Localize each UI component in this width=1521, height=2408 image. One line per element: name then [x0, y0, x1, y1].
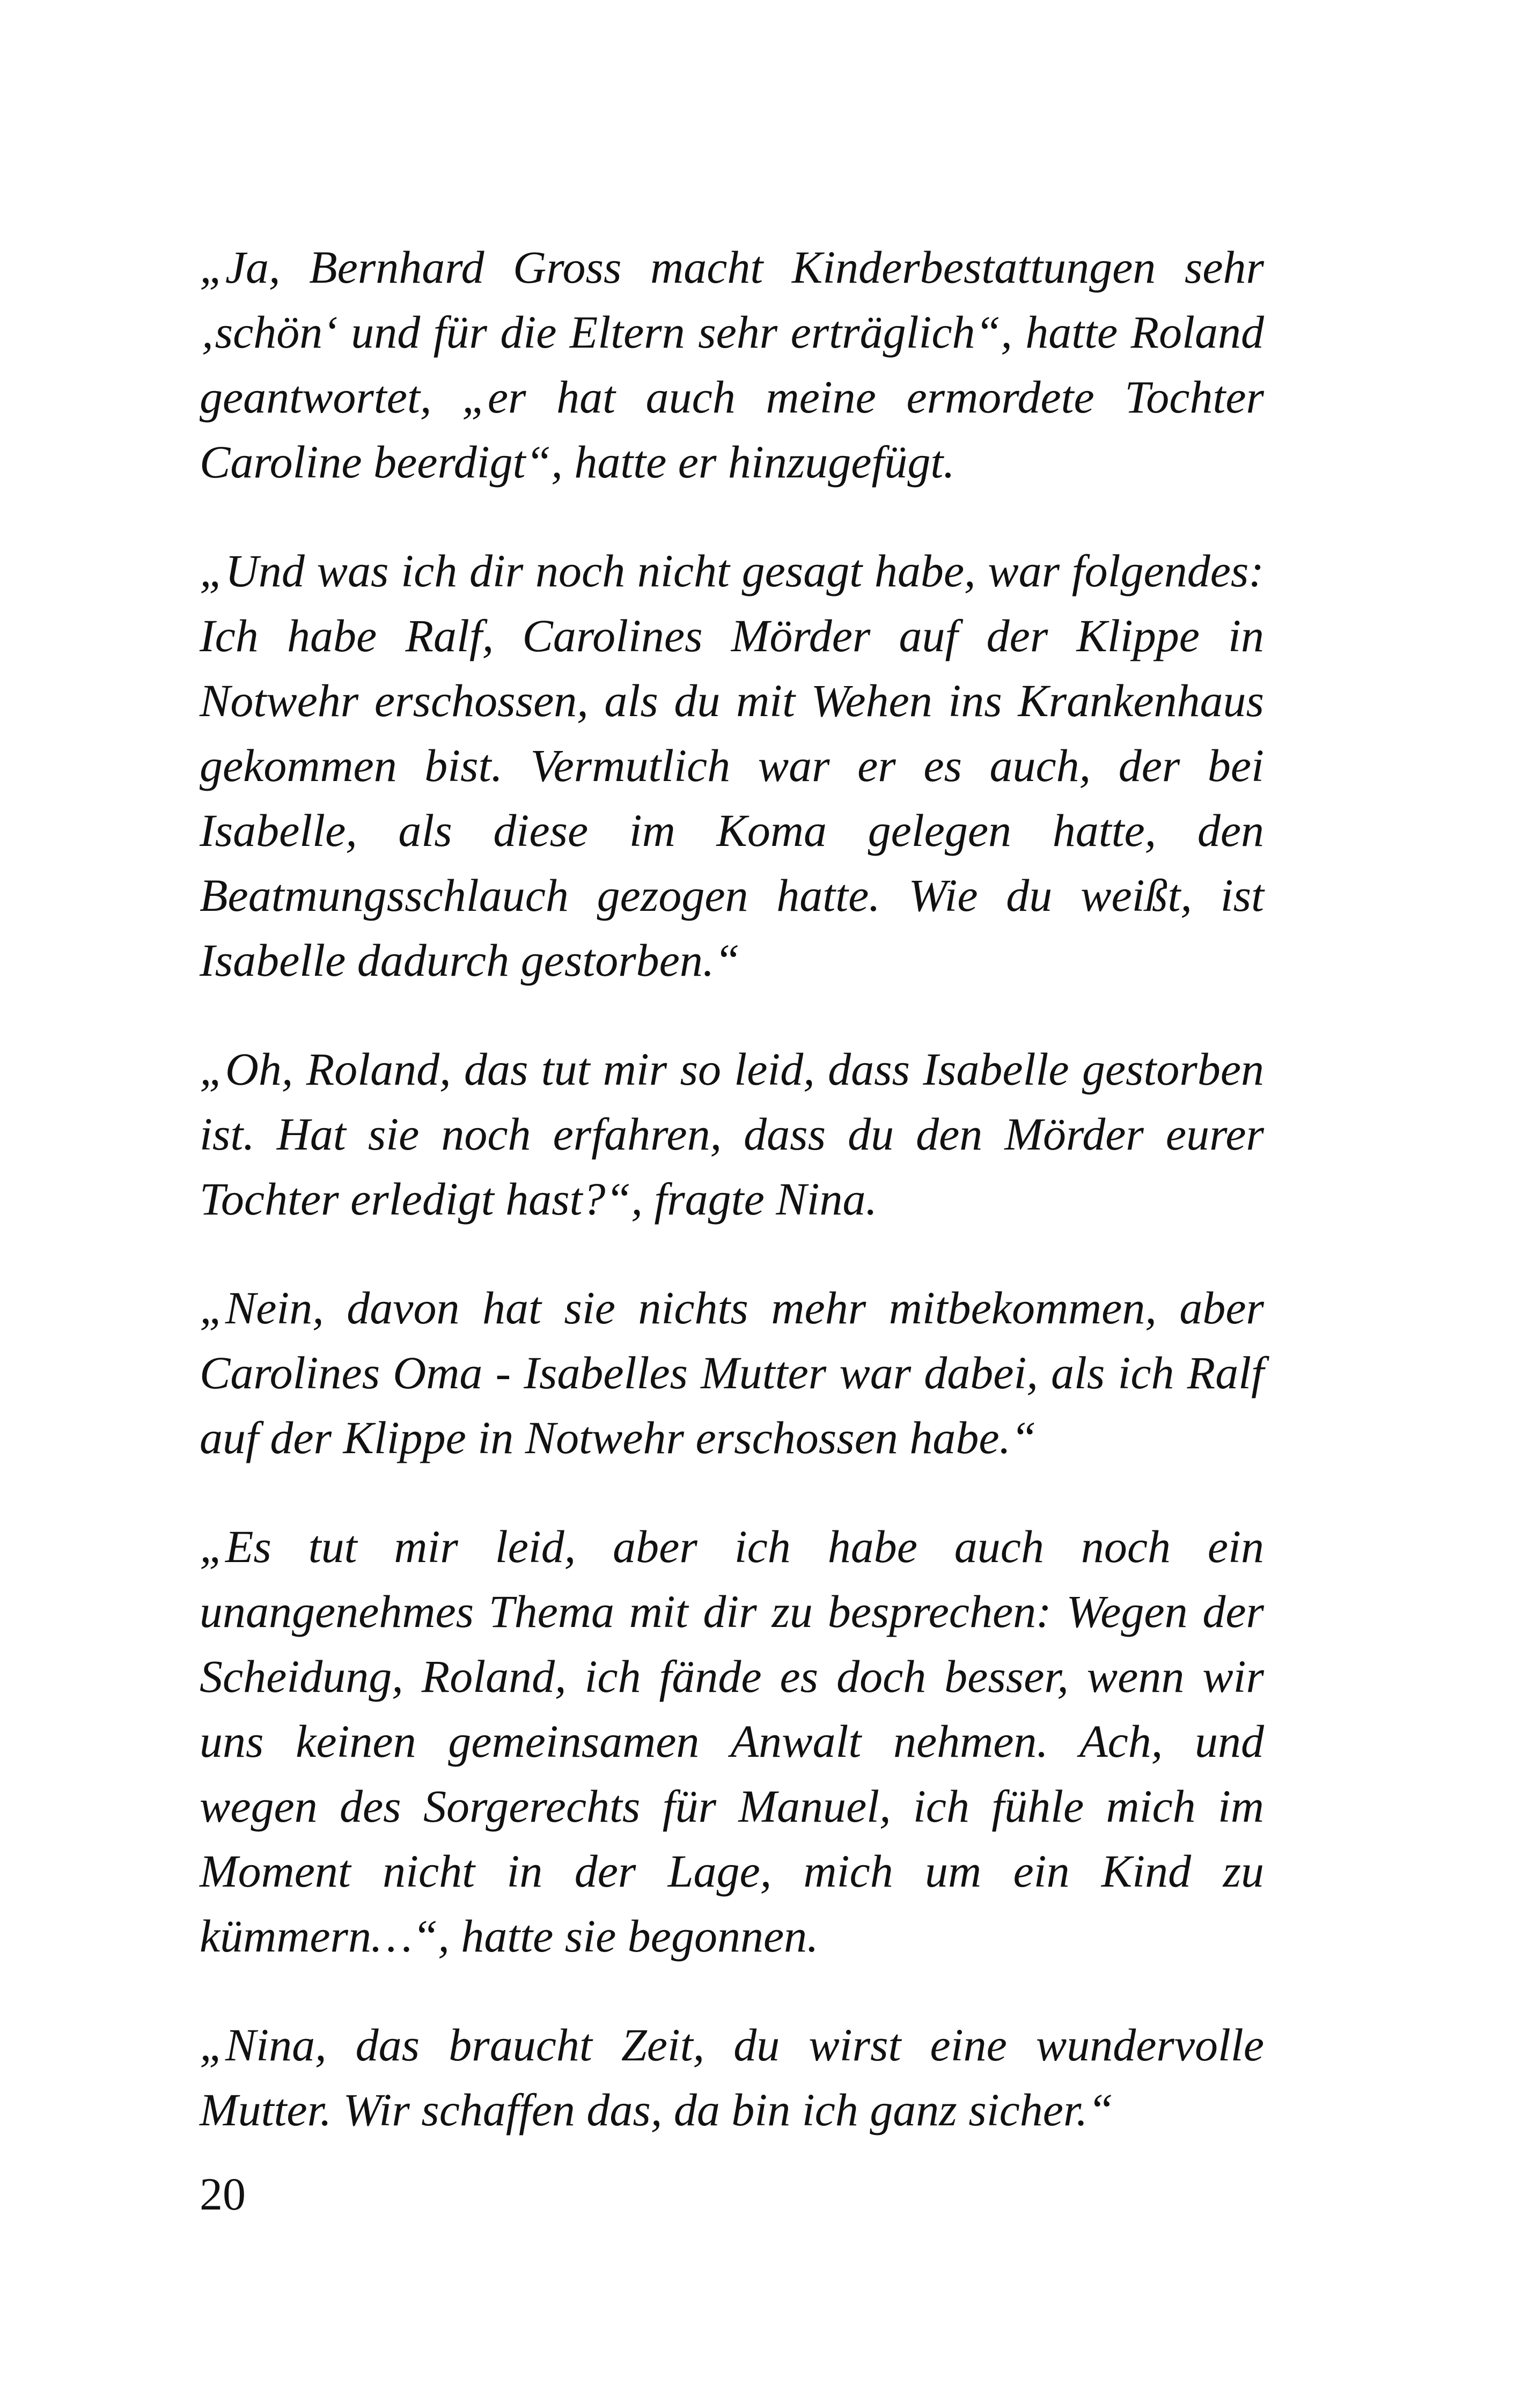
paragraph: „Ja, Bernhard Gross macht Kinderbestattungen sehr ‚schön‘ und für die Eltern sehr erträglich“, hatte Roland geantwortet, „er hat auch meine ermordete Tochter Caroline beerdigt“, hatte er hinzugefügt. [200, 241, 1264, 488]
paragraph: „Und was ich dir noch nicht gesagt habe, war folgendes: Ich habe Ralf, Carolines Mörder auf der Klippe in Notwehr erschossen, als du mit Wehen ins Krankenhaus gekommen bist. Vermutlich war er es auch, der bei Isabelle, als diese im Koma gelegen hatte, den Beatmungsschlauch gezogen hatte. Wie du weißt, ist Isabelle dadurch gestorben.“ [200, 545, 1264, 986]
paragraph: „Nina, das braucht Zeit, du wirst eine wundervolle Mutter. Wir schaffen das, da bin ich ganz sicher.“ [200, 2019, 1264, 2135]
page-number: 20 [200, 2168, 246, 2220]
paragraph: „Nein, davon hat sie nichts mehr mitbekommen, aber Carolines Oma - Isabelles Mutter war dabei, als ich Ralf auf der Klippe in Notwehr erschossen habe.“ [200, 1282, 1264, 1463]
paragraph: „Oh, Roland, das tut mir so leid, dass Isabelle gestorben ist. Hat sie noch erfahren, dass du den Mörder eurer Tochter erledigt hast?“, fragte Nina. [200, 1043, 1264, 1225]
body-text [200, 235, 1264, 2186]
paragraph: „Es tut mir leid, aber ich habe auch noch ein unangenehmes Thema mit dir zu besprechen: Wegen der Scheidung, Roland, ich fände es doch besser, wenn wir uns keinen gemeinsamen Anwalt nehmen. Ach, und wegen des Sorgerechts für Manuel, ich fühle mich im Moment nicht in der Lage, mich um ein Kind zu kümmern…“, hatte sie begonnen. [200, 1521, 1264, 1962]
